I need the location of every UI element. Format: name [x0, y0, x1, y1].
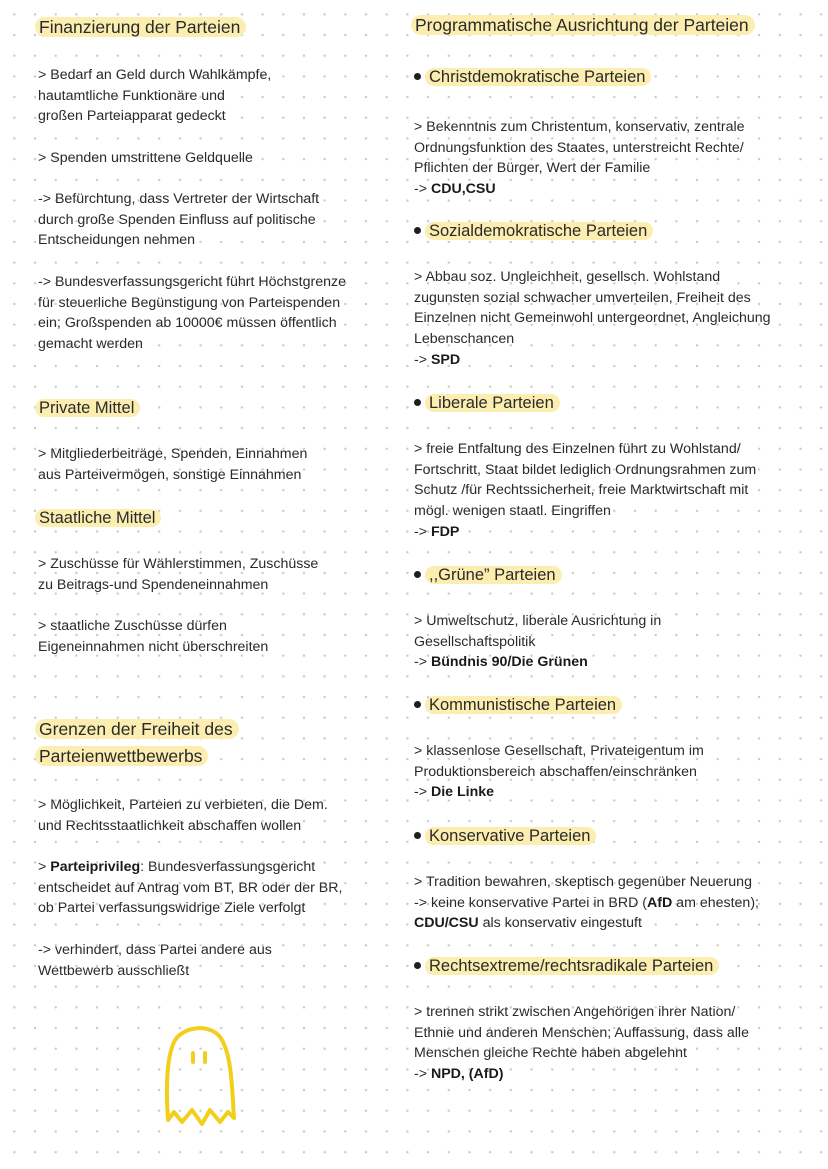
heading-staatliche-mittel: Staatliche Mittel [38, 506, 161, 530]
section-text-liberal: > freie Entfaltung des Einzelnen führt zu Wohlstand/ Fortschritt, Staat bildet lediglich Ordnungsrahmen zum Schutz /für Rechtssicherheit, freie Marktwirtschaft mit mögl. wenigen staatl. Eingriffen -> FDP [414, 441, 757, 540]
ghost-doodle-icon [160, 1020, 240, 1130]
party-tag: FDP [430, 523, 460, 540]
section-heading-sozialdemokratisch: Sozialdemokratische Parteien [414, 219, 653, 243]
section-heading-rechtsextrem: Rechtsextreme/rechtsradikale Parteien [414, 954, 719, 978]
party-tag: NPD, (AfD) [430, 1066, 504, 1083]
section-text-christdemokratisch: > Bekenntnis zum Christentum, konservativ, zentrale Ordnungsfunktion des Staates, unterstreicht Rechte/ Pflichten der Bürger, Wert der Familie -> CDU,CSU [414, 119, 745, 198]
section-heading-liberal: Liberale Parteien [414, 391, 560, 415]
bullet-icon [414, 832, 421, 839]
party-tag-cdu-csu: CDU/CSU [414, 915, 479, 932]
section-text-kommunistisch: > klassenlose Gesellschaft, Privateigentum im Produktionsbereich abschaffen/einschränken -> Die Linke [414, 743, 704, 801]
party-tag: SPD [430, 351, 461, 368]
bullet-icon [414, 399, 421, 406]
finanzierung-paragraph-3: -> Befürchtung, dass Vertreter der Wirtschaft durch große Spenden Einfluss auf politische Entscheidungen nehmen [38, 191, 320, 249]
heading-grenzen [38, 716, 239, 770]
section-heading-kommunistisch: Kommunistische Parteien [414, 693, 622, 717]
heading-programmatische-ausrichtung: Programmatische Ausrichtung der Parteien [414, 12, 755, 39]
staatliche-mittel-paragraph-1: > Zuschüsse für Wählerstimmen, Zuschüsse zu Beitrags-und Spendeneinnahmen [38, 556, 319, 593]
party-tag: Bündnis 90/Die Grünen [430, 654, 588, 671]
section-heading-christdemokratisch: Christdemokratische Parteien [414, 65, 651, 89]
heading-private-mittel: Private Mittel [38, 396, 140, 420]
section-text-gruene: > Umweltschutz, liberale Ausrichtung in Gesellschaftspolitik -> Bündnis 90/Die Grünen [414, 613, 662, 671]
finanzierung-paragraph-2: > Spenden umstrittene Geldquelle [38, 150, 253, 166]
bullet-icon [414, 227, 421, 234]
bullet-icon [414, 73, 421, 80]
grenzen-paragraph-3: -> verhindert, dass Partei andere aus Wettbewerb ausschließt [38, 942, 272, 979]
section-heading-konservativ: Konservative Parteien [414, 824, 596, 848]
party-tag: CDU,CSU [430, 181, 496, 198]
private-mittel-paragraph: > Mitgliederbeiträge, Spenden, Einnahmen aus Parteivermögen, sonstige Einnahmen [38, 446, 308, 483]
bullet-icon [414, 701, 421, 708]
party-tag-afd: AfD [647, 894, 673, 911]
party-tag: Die Linke [430, 784, 495, 801]
finanzierung-paragraph-1: > Bedarf an Geld durch Wahlkämpfe, hautamtliche Funktionäre und großen Parteiapparat gedeckt [38, 67, 272, 125]
staatliche-mittel-paragraph-2: > staatliche Zuschüsse dürfen Eigeneinnahmen nicht überschreiten [38, 618, 269, 655]
finanzierung-paragraph-4: -> Bundesverfassungsgericht führt Höchstgrenze für steuerliche Begünstigung von Parteispenden ein; Großspenden ab 10000€ müssen öffentlich gemacht werden [38, 274, 346, 353]
section-text-rechtsextrem: > trennen strikt zwischen Angehörigen ihrer Nation/ Ethnie und anderen Menschen; Auffassung, dass alle Menschen gleiche Rechte haben abgelehnt -> NPD, (AfD) [414, 1004, 749, 1083]
section-text-sozialdemokratisch: > Abbau soz. Ungleichheit, gesellsch. Wohlstand zugunsten sozial schwacher umverteilen, Freiheit des Einzelnen nicht Gemeinwohl untergeordnet, Angleichung Lebenschancen -> SPD [414, 269, 771, 368]
parteiprivileg-term: Parteiprivileg [50, 859, 141, 875]
section-heading-gruene: ,,Grüne” Parteien [414, 563, 562, 587]
bullet-icon [414, 571, 421, 578]
grenzen-paragraph-2: > Parteiprivileg: Bundesverfassungsgericht entscheidet auf Antrag vom BT, BR oder der BR, ob Partei verfassungswidrige Ziele verfolgt [38, 859, 343, 917]
heading-grenzen-line-1: Grenzen der Freiheit des [35, 719, 239, 739]
heading-finanzierung: Finanzierung der Parteien [38, 14, 246, 41]
bullet-icon [414, 962, 421, 969]
grenzen-paragraph-1: > Möglichkeit, Parteien zu verbieten, die Dem. und Rechtsstaatlichkeit abschaffen wollen [38, 797, 328, 834]
heading-grenzen-line-2: Parteienwettbewerbs [35, 746, 208, 766]
section-text-konservativ: > Tradition bewahren, skeptisch gegenüber Neuerung -> keine konservative Partei in BRD (AfD am ehesten); CDU/CSU als konservativ eingestuft [414, 874, 759, 932]
